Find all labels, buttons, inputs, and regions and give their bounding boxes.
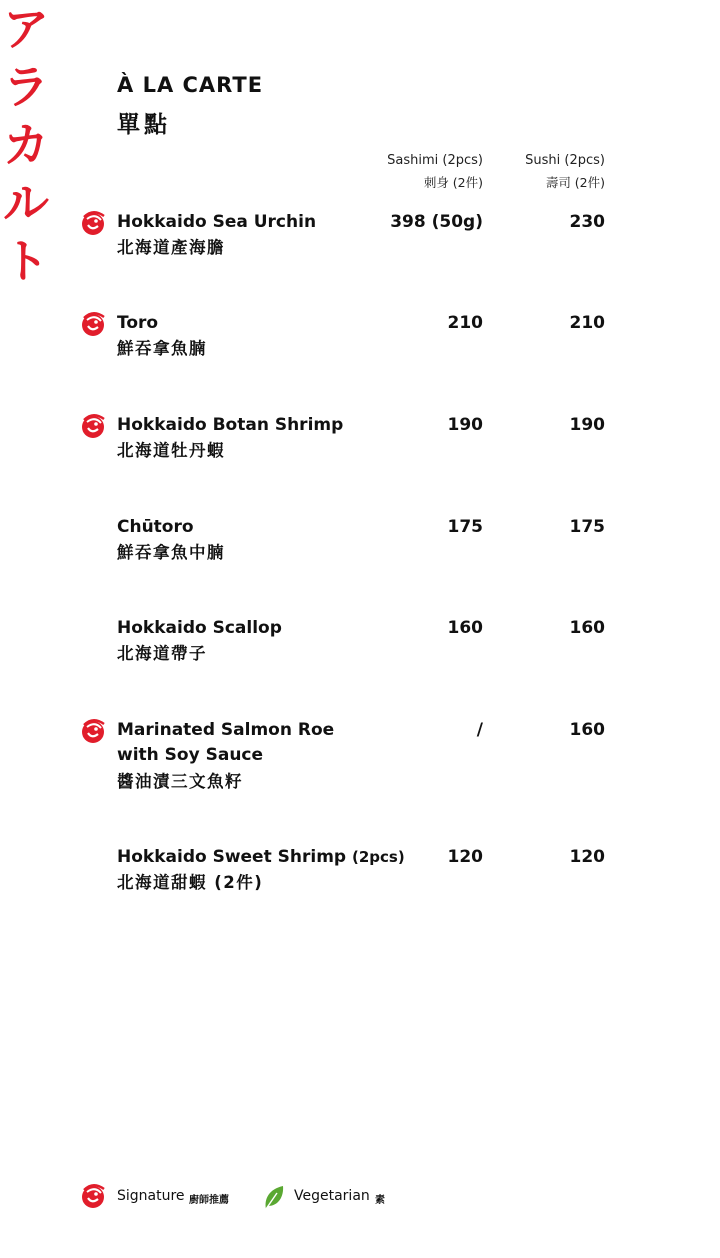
column-header-sushi-en: Sushi (2pcs) — [525, 153, 605, 168]
shrimp-icon — [81, 210, 106, 237]
price-sushi: 175 — [569, 517, 605, 537]
item-name-en: Hokkaido Scallop — [117, 618, 282, 638]
side-char: ト — [3, 234, 49, 288]
price-sashimi: 210 — [447, 313, 483, 333]
price-sushi: 210 — [569, 313, 605, 333]
price-sashimi: 190 — [447, 415, 483, 435]
price-sashimi: 160 — [447, 618, 483, 638]
legend-vegetarian-label: Vegetarian — [294, 1188, 370, 1204]
item-name-en-line2: with Soy Sauce — [117, 745, 264, 765]
item-name-zh: 北海道產海膽 — [117, 238, 225, 257]
shrimp-icon — [81, 413, 106, 440]
price-sashimi: / — [476, 720, 483, 740]
side-char: ル — [3, 176, 49, 230]
legend-vegetarian-label-zh: 素 — [375, 1195, 385, 1206]
item-name-en: Hokkaido Sea Urchin — [117, 212, 317, 232]
side-char: ア — [3, 2, 49, 56]
price-sushi: 160 — [569, 720, 605, 740]
legend — [0, 1183, 720, 1213]
price-sashimi: 120 — [447, 847, 483, 867]
item-name-zh: 北海道帶子 — [117, 644, 207, 663]
item-name-en: Chūtoro — [117, 517, 194, 537]
item-name-zh: 北海道牡丹蝦 — [117, 441, 225, 460]
shrimp-icon — [81, 718, 106, 745]
item-name-zh: 北海道甜蝦 (2件) — [117, 873, 264, 892]
item-name-en: Hokkaido Botan Shrimp — [117, 415, 344, 435]
item-name-zh: 醬油漬三文魚籽 — [117, 772, 243, 791]
side-katakana-title — [0, 0, 52, 290]
price-sushi: 120 — [569, 847, 605, 867]
side-char: ラ — [3, 60, 49, 114]
legend-signature-label: Signature — [117, 1188, 185, 1204]
price-sushi: 160 — [569, 618, 605, 638]
shrimp-icon — [81, 311, 106, 338]
side-char: カ — [3, 118, 49, 172]
page-title-zh: 單點 — [117, 112, 171, 138]
item-name-en-main: Hokkaido Sweet Shrimp — [117, 847, 347, 867]
item-name-zh: 鮮吞拿魚中腩 — [117, 543, 225, 562]
price-sushi: 230 — [569, 212, 605, 232]
item-name-en-suffix: (2pcs) — [352, 848, 405, 866]
leaf-icon — [263, 1185, 285, 1211]
shrimp-icon — [81, 1183, 106, 1210]
item-name-zh: 鮮吞拿魚腩 — [117, 339, 207, 358]
column-header-sashimi-zh: 刺身 (2件) — [423, 175, 483, 190]
price-sashimi: 175 — [447, 517, 483, 537]
column-header-sushi — [445, 150, 605, 194]
price-sashimi: 398 (50g) — [390, 212, 483, 232]
legend-signature-label-zh: 廚師推薦 — [189, 1195, 229, 1206]
price-sushi: 190 — [569, 415, 605, 435]
item-name-en: Toro — [117, 313, 159, 333]
item-name-en-line1: Marinated Salmon Roe — [117, 720, 335, 740]
page-title-en: À LA CARTE — [117, 73, 264, 97]
column-header-sashimi-en: Sashimi (2pcs) — [387, 153, 483, 168]
column-header-sushi-zh: 壽司 (2件) — [545, 175, 605, 190]
